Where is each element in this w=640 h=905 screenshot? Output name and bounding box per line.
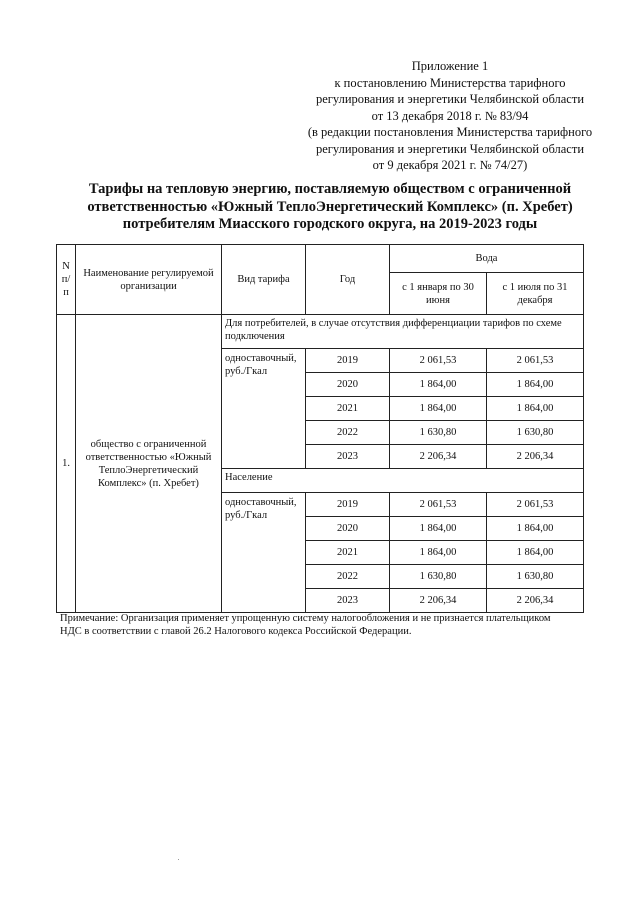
- value-cell: 2 206,34: [487, 589, 584, 613]
- header-period-second-half: с 1 июля по 31 декабря: [487, 273, 584, 315]
- value-cell: 1 864,00: [487, 397, 584, 421]
- tariff-type: одноставочный, руб./Гкал: [222, 493, 306, 613]
- year-cell: 2022: [306, 565, 390, 589]
- group-label: Для потребителей, в случае отсутствия дифференциации тарифов по схеме подключения: [222, 315, 584, 349]
- value-cell: 2 206,34: [390, 445, 487, 469]
- value-cell: 1 630,80: [487, 421, 584, 445]
- value-cell: 1 864,00: [487, 517, 584, 541]
- document-title: [60, 181, 600, 234]
- appendix-block: [290, 58, 610, 174]
- value-cell: 2 061,53: [390, 349, 487, 373]
- header-tariff-type: Вид тарифа: [222, 245, 306, 315]
- appendix-line: Приложение 1: [411, 59, 489, 73]
- header-period-first-half: с 1 января по 30 июня: [390, 273, 487, 315]
- footnote-line: Примечание: Организация применяет упрощенную систему налогообложения и не признается плательщиком: [60, 613, 551, 624]
- year-cell: 2021: [306, 541, 390, 565]
- value-cell: 1 864,00: [390, 397, 487, 421]
- value-cell: 1 630,80: [390, 565, 487, 589]
- header-water: Вода: [390, 245, 584, 273]
- scan-speck: [178, 859, 179, 860]
- header-organization: Наименование регулируемой организации: [76, 245, 222, 315]
- header-year: Год: [306, 245, 390, 315]
- value-cell: 2 206,34: [390, 589, 487, 613]
- group-label: Население: [222, 469, 584, 493]
- title-line: Тарифы на тепловую энергию, поставляемую обществом с ограниченной: [88, 181, 572, 197]
- value-cell: 2 061,53: [487, 493, 584, 517]
- value-cell: 2 061,53: [487, 349, 584, 373]
- value-cell: 1 864,00: [487, 373, 584, 397]
- footnote: [60, 612, 600, 638]
- appendix-line: от 13 декабря 2018 г. № 83/94: [371, 108, 529, 123]
- value-cell: 1 630,80: [487, 565, 584, 589]
- table-row: [57, 315, 584, 349]
- year-cell: 2019: [306, 349, 390, 373]
- year-cell: 2020: [306, 517, 390, 541]
- appendix-line: регулирования и энергетики Челябинской области: [315, 141, 585, 156]
- tariff-type: одноставочный, руб./Гкал: [222, 349, 306, 469]
- footnote-line: НДС в соответствии с главой 26.2 Налогового кодекса Российской Федерации.: [60, 626, 412, 637]
- year-cell: 2023: [306, 589, 390, 613]
- year-cell: 2020: [306, 373, 390, 397]
- year-cell: 2023: [306, 445, 390, 469]
- value-cell: 1 864,00: [390, 541, 487, 565]
- value-cell: 2 206,34: [487, 445, 584, 469]
- appendix-line: (в редакции постановления Министерства тарифного: [307, 125, 593, 139]
- value-cell: 1 864,00: [390, 517, 487, 541]
- value-cell: 2 061,53: [390, 493, 487, 517]
- organization-name: общество с ограниченной ответственностью «Южный ТеплоЭнергетический Комплекс» (п. Хребет): [76, 315, 222, 613]
- year-cell: 2021: [306, 397, 390, 421]
- value-cell: 1 864,00: [390, 373, 487, 397]
- appendix-line: к постановлению Министерства тарифного: [334, 75, 566, 90]
- header-row: [57, 245, 584, 273]
- value-cell: 1 864,00: [487, 541, 584, 565]
- value-cell: 1 630,80: [390, 421, 487, 445]
- year-cell: 2019: [306, 493, 390, 517]
- year-cell: 2022: [306, 421, 390, 445]
- title-line: ответственностью «Южный ТеплоЭнергетический Комплекс» (п. Хребет): [87, 198, 573, 215]
- tariff-table: [56, 244, 584, 613]
- title-line: потребителям Миасского городского округа, на 2019-2023 годы: [122, 216, 538, 232]
- appendix-line: от 9 декабря 2021 г. № 74/27): [372, 158, 528, 172]
- appendix-line: регулирования и энергетики Челябинской области: [315, 92, 585, 106]
- header-number: N п/п: [57, 245, 76, 315]
- row-number: 1.: [57, 315, 76, 613]
